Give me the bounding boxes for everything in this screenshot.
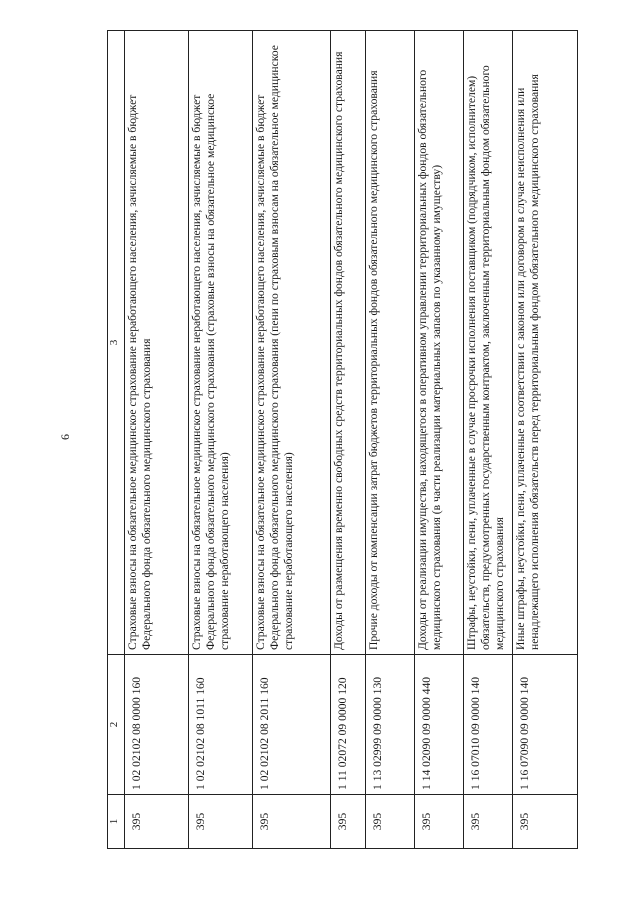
admin-code-cell: 395 <box>513 795 578 849</box>
admin-code-cell: 395 <box>189 795 253 849</box>
revenue-code-cell: 1 11 02072 09 0000 120 <box>331 655 366 795</box>
revenue-name-cell: Доходы от реализации имущества, находящегося в оперативном управлении территориальных фондов обязательного медицинского страхования (в части реализации материальных запасов по указанному имуществу) <box>415 31 464 655</box>
table-row <box>253 31 331 849</box>
revenue-name-cell: Прочие доходы от компенсации затрат бюджетов территориальных фондов обязательного медицинского страхования <box>366 31 415 655</box>
table-header-row <box>108 31 125 849</box>
revenue-name-cell: Штрафы, неустойки, пени, уплаченные в случае просрочки исполнения поставщиком (подрядчиком, исполнителем) обязательств, предусмотренных государственным контрактом, заключенным территориальным фондом обязательного медицинского страхования <box>464 31 513 655</box>
table-row <box>513 31 578 849</box>
table-row <box>189 31 253 849</box>
revenue-name-cell: Иные штрафы, неустойки, пени, уплаченные в соответствии с законом или договором в случае неисполнения или ненадлежащего исполнения обязательств перед территориальным фондом обязательного медицинского страхования <box>513 31 578 655</box>
admin-code-cell: 395 <box>366 795 415 849</box>
revenue-code-cell: 1 16 07010 09 0000 140 <box>464 655 513 795</box>
header-col-3: 3 <box>108 31 125 655</box>
revenue-code-cell: 1 02 02102 08 1011 160 <box>189 655 253 795</box>
admin-code-cell: 395 <box>415 795 464 849</box>
revenue-name-cell: Страховые взносы на обязательное медицинское страхование неработающего населения, зачисляемые в бюджет Федерального фонда обязательного медицинского страхования <box>125 31 189 655</box>
admin-code-cell: 395 <box>125 795 189 849</box>
revenue-code-cell: 1 16 07090 09 0000 140 <box>513 655 578 795</box>
admin-code-cell: 395 <box>464 795 513 849</box>
page-number: 6 <box>58 434 72 440</box>
revenue-name-cell: Страховые взносы на обязательное медицинское страхование неработающего населения, зачисляемые в бюджет Федерального фонда обязательного медицинского страхования (страховые взносы на обязательное медицинское страхование неработающего населения) <box>189 31 253 655</box>
table-row <box>366 31 415 849</box>
table-row <box>125 31 189 849</box>
revenue-codes-table <box>107 30 578 849</box>
revenue-code-cell: 1 02 02102 08 2011 160 <box>253 655 331 795</box>
table-row <box>331 31 366 849</box>
revenue-name-cell: Страховые взносы на обязательное медицинское страхование неработающего населения, зачисляемые в бюджет Федерального фонда обязательного медицинского страхования (пени по страховым взносам на обязательное медицинское страхование неработающего населения) <box>253 31 331 655</box>
table-row <box>415 31 464 849</box>
rotated-table-wrapper <box>107 31 633 849</box>
revenue-code-cell: 1 02 02102 08 0000 160 <box>125 655 189 795</box>
revenue-name-cell: Доходы от размещения временно свободных средств территориальных фондов обязательного медицинского страхования <box>331 31 366 655</box>
revenue-code-cell: 1 14 02090 09 0000 440 <box>415 655 464 795</box>
table-row <box>464 31 513 849</box>
header-col-2: 2 <box>108 655 125 795</box>
header-col-1: 1 <box>108 795 125 849</box>
revenue-code-cell: 1 13 02999 09 0000 130 <box>366 655 415 795</box>
admin-code-cell: 395 <box>253 795 331 849</box>
admin-code-cell: 395 <box>331 795 366 849</box>
